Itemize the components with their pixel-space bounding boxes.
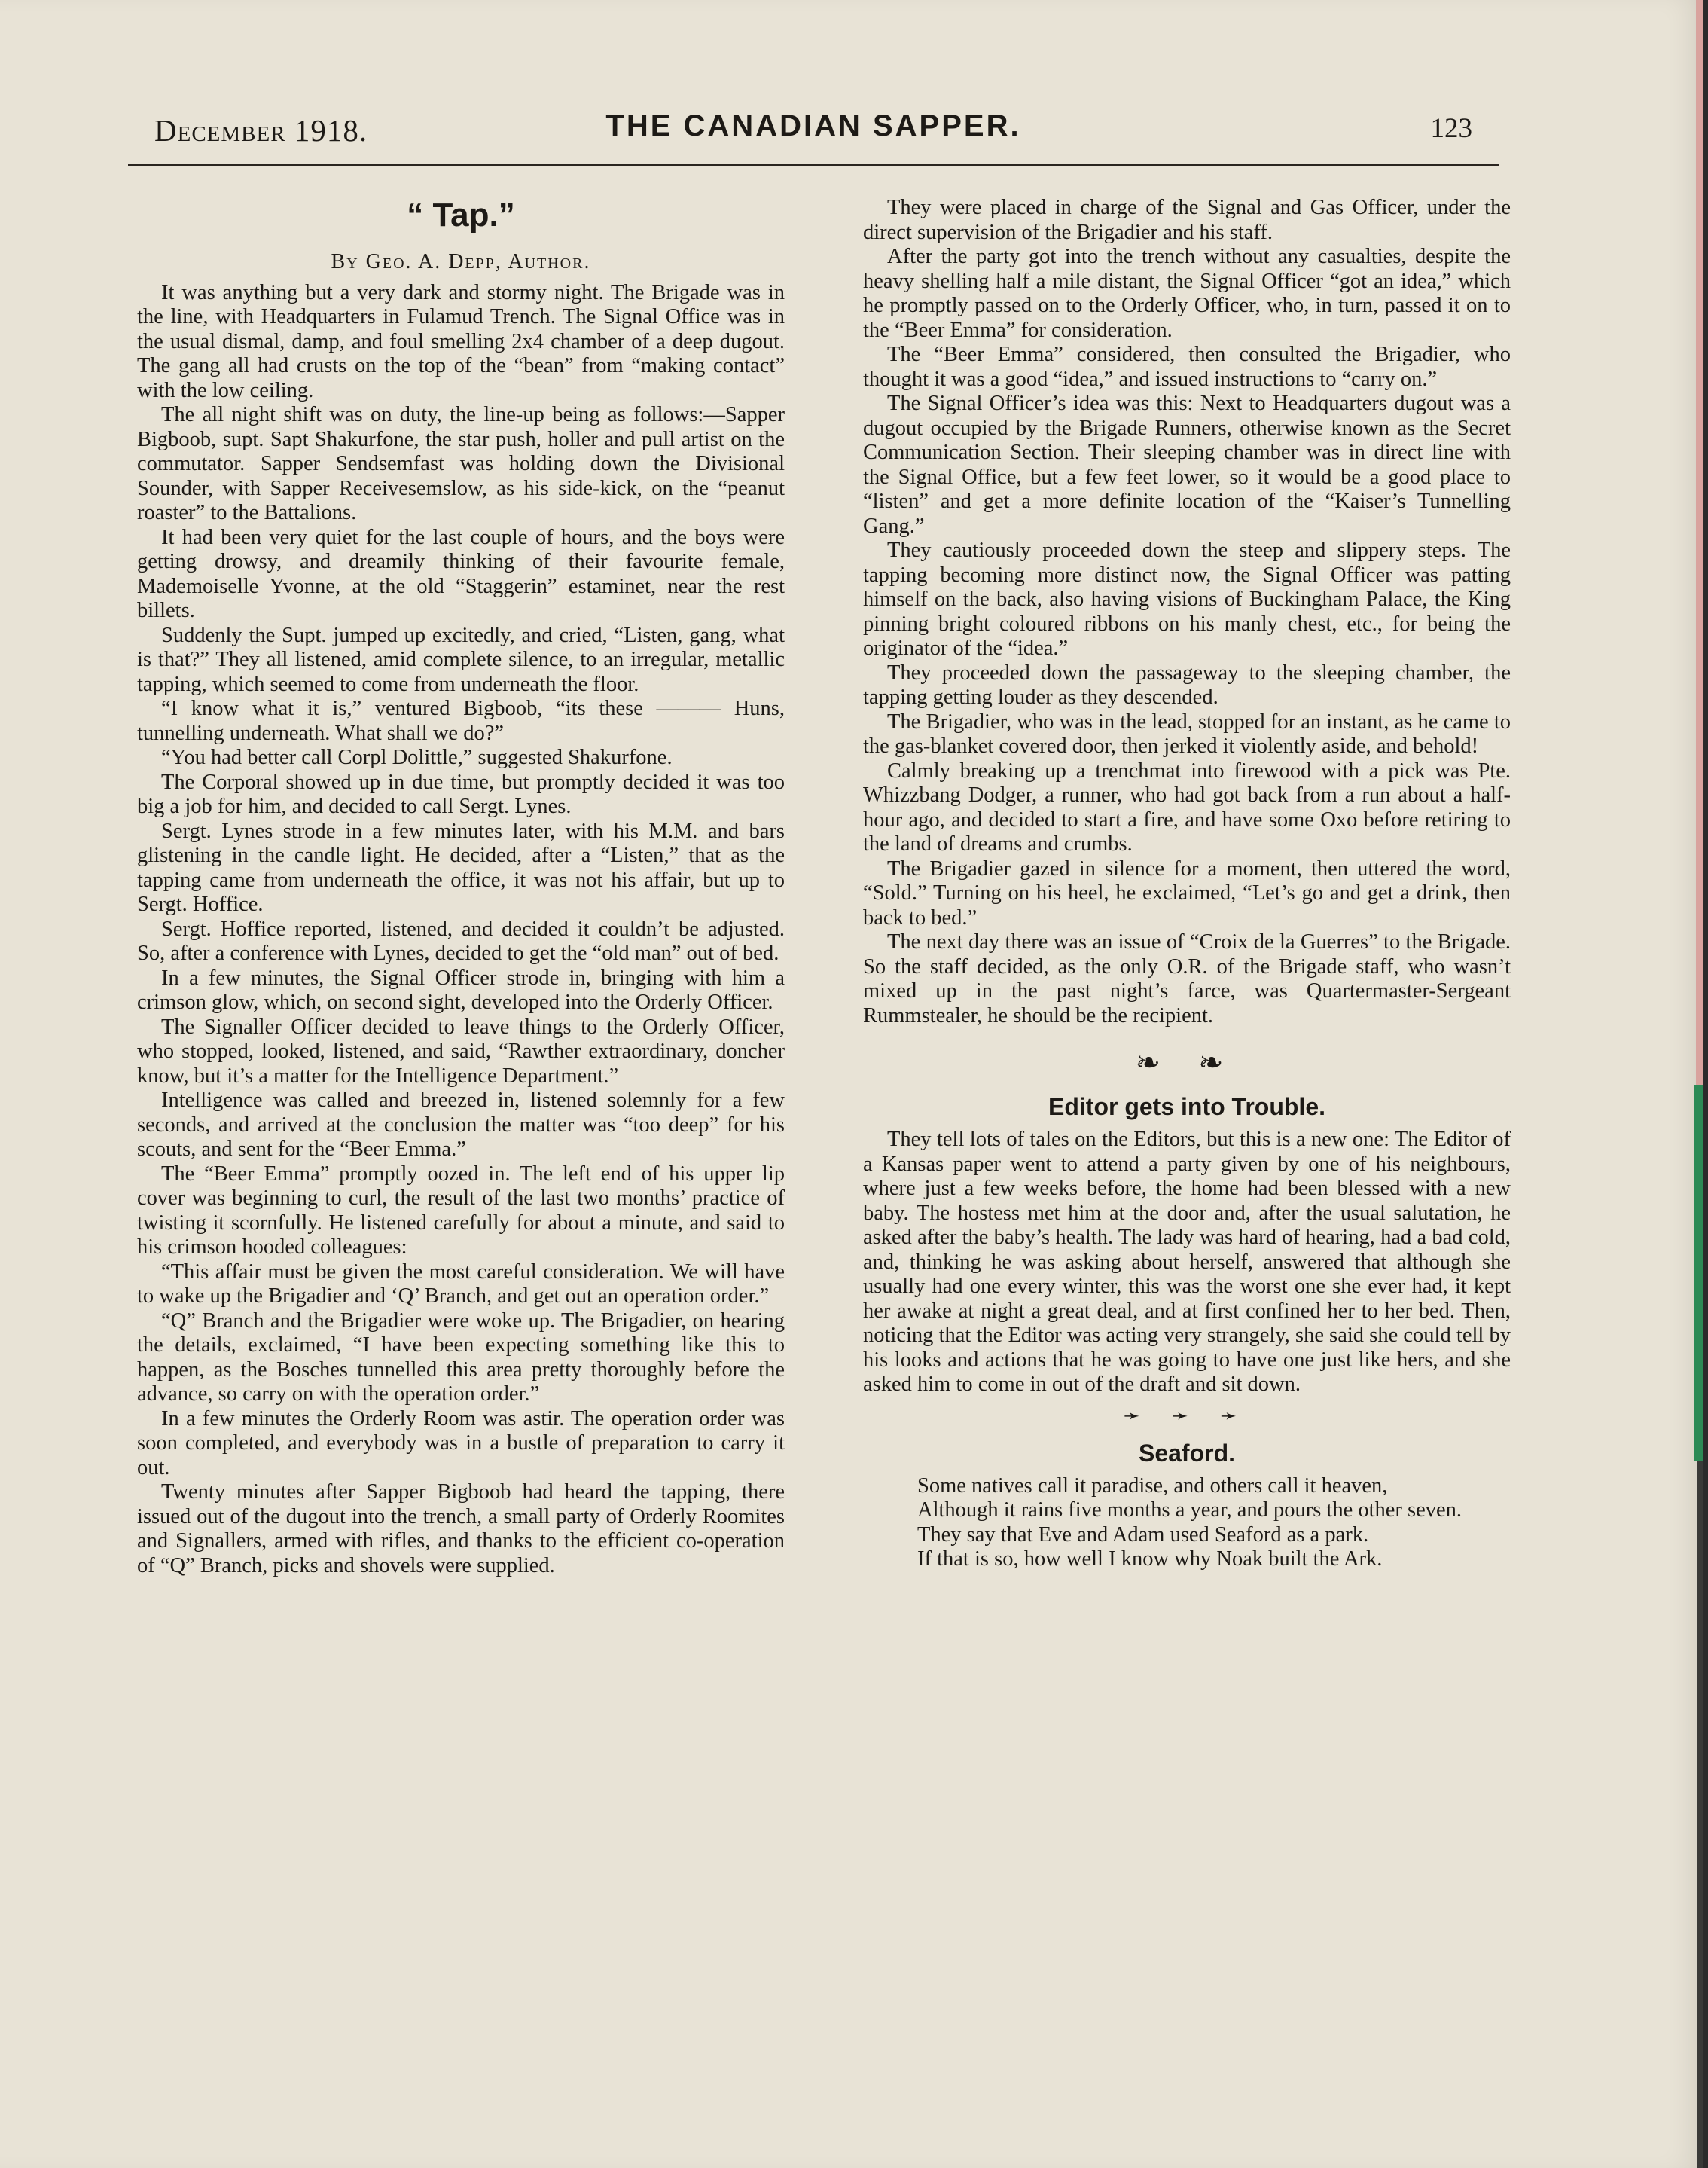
page-edge-red [1696, 0, 1703, 1085]
paragraph: The Signal Officer’s idea was this: Next to Headquarters dugout was a dugout occupied by the Brigade Runners, otherwise known as the Secret Communication Section. Their sleeping chamber was in direct line with the Signal Office, but a few feet lower, so it would be a good place to “listen” and get a more definite location of the “Kaiser’s Tunnelling Gang.” [863, 392, 1511, 538]
paragraph: They were placed in charge of the Signal and Gas Officer, under the direct supervision of the Brigadier and his staff. [863, 196, 1511, 244]
paragraph: “Q” Branch and the Brigadier were woke up. The Brigadier, on hearing the details, exclaimed, “I have been expecting something like this to happen, as the Bosches tunnelled this area pretty thoroughly before the advance, so carry on with the operation order.” [137, 1308, 785, 1406]
right-column [863, 196, 1511, 1572]
paragraph: The “Beer Emma” considered, then consulted the Brigadier, who thought it was a good “idea,” and issued instructions to “carry on.” [863, 343, 1511, 391]
paragraph: Twenty minutes after Sapper Bigboob had heard the tapping, there issued out of the dugout into the trench, a small party of Orderly Roomites and Signallers, armed with rifles, and thanks to the efficient co-operation of “Q” Branch, picks and shovels were supplied. [137, 1480, 785, 1577]
paragraph: They cautiously proceeded down the steep and slippery steps. The tapping becoming more distinct now, the Signal Officer was patting himself on the back, also having visions of Buckingham Palace, the King pinning bright coloured ribbons on his manly chest, etc., for being the originator of the “idea.” [863, 539, 1511, 660]
paragraph: In a few minutes the Orderly Room was astir. The operation order was soon completed, and everybody was in a bustle of preparation to carry it out. [137, 1406, 785, 1479]
leaf-ornament: ❧ ❧ [1135, 1046, 1239, 1079]
paragraph: Suddenly the Supt. jumped up excitedly, and cried, “Listen, gang, what is that?” They all listened, amid complete silence, to an irregular, metallic tapping, which seemed to come from underneath the floor. [137, 623, 785, 696]
paragraph: The all night shift was on duty, the line-up being as follows:—Sapper Bigboob, supt. Sapt Shakurfone, the star push, holler and pull artist on the commutator. Sapper Sendsemfast was holding down the Divisional Sounder, with Sapper Receivesemslow, as his side-kick, on the “peanut roaster” to the Battalions. [137, 403, 785, 524]
paragraph: It had been very quiet for the last couple of hours, and the boys were getting drowsy, and dreamily thinking of their favourite female, Mademoiselle Yvonne, at the old “Staggerin” estaminet, near the rest billets. [137, 525, 785, 622]
paragraph: Sergt. Lynes strode in a few minutes later, with his M.M. and bars glistening in the candle light. He decided, after a “Listen,” that as the tapping came from underneath the office, it was not his affair, but up to Sergt. Hoffice. [137, 819, 785, 916]
paragraph: “I know what it is,” ventured Bigboob, “its these ——— Huns, tunnelling underneath. What shall we do?” [137, 697, 785, 745]
running-header [154, 109, 1472, 154]
verse-line: Although it rains five months a year, and pours the other seven. [917, 1498, 1462, 1522]
verse-line: They say that Eve and Adam used Seaford as a park. [917, 1522, 1369, 1547]
page-edge-shadow [1697, 1461, 1703, 2168]
arrow-ornament: ➛ ➛ ➛ [1123, 1404, 1251, 1427]
paragraph: The “Beer Emma” promptly oozed in. The left end of his upper lip cover was beginning to curl, the result of the last two months’ practice of twisting it scornfully. He listened carefully for about a minute, and said to his crimson hooded colleagues: [137, 1162, 785, 1259]
page-number: 123 [1430, 113, 1472, 144]
paragraph: “You had better call Corpl Dolittle,” suggested Shakurfone. [161, 746, 673, 769]
verse-line: Some natives call it paradise, and others call it heaven, [917, 1473, 1388, 1498]
paragraph: Sergt. Hoffice reported, listened, and decided it couldn’t be adjusted. So, after a conference with Lynes, decided to get the “old man” out of bed. [137, 917, 785, 965]
article-title-tap: “ Tap.” [407, 197, 515, 234]
page-edge-green-tab [1694, 1085, 1703, 1461]
paragraph: After the party got into the trench without any casualties, despite the heavy shelling half a mile distant, the Signal Officer “got an idea,” which he promptly passed on to the Orderly Officer, who, in turn, passed it on to the “Beer Emma” for consideration. [863, 245, 1511, 342]
paragraph: “This affair must be given the most careful consideration. We will have to wake up the Brigadier and ‘Q’ Branch, and get out an operation order.” [137, 1260, 785, 1308]
paragraph: The Brigadier gazed in silence for a moment, then uttered the word, “Sold.” Turning on his heel, he exclaimed, “Let’s go and get a drink, then back to bed.” [863, 857, 1511, 930]
paragraph: The Brigadier, who was in the lead, stopped for an instant, as he came to the gas-blanket covered door, then jerked it violently aside, and behold! [863, 710, 1511, 758]
paragraph: Calmly breaking up a trenchmat into firewood with a pick was Pte. Whizzbang Dodger, a runner, who had got back from a run about a half-hour ago, and decided to start a fire, and have some Oxo before retiring to the land of dreams and crumbs. [863, 759, 1511, 856]
paragraph: They tell lots of tales on the Editors, but this is a new one: The Editor of a Kansas paper went to attend a party given by one of his neighbours, where just a few weeks before, the home had been blessed with a new baby. The hostess met him at the door and, after the usual salutation, he asked after the baby’s health. The lady was hard of hearing, had a bad cold, and, thinking he was asking about herself, answered that although she usually had one every winter, this was the worst one she ever had, it kept her awake at night a great deal, and at first confined her to her bed. Then, noticing that the Editor was acting very strangely, she said she could tell by his looks and actions that he was going to have one just like hers, and she asked him to come in out of the draft and sit down. [863, 1128, 1511, 1396]
paragraph: The next day there was an issue of “Croix de la Guerres” to the Brigade. So the staff decided, as the only O.R. of the Brigade staff, who wasn’t mixed up in the past night’s farce, was Quartermaster-Sergeant Rummstealer, he should be the recipient. [863, 930, 1511, 1028]
verse-line: If that is so, how well I know why Noak built the Ark. [917, 1547, 1383, 1571]
publication-title: THE CANADIAN SAPPER. [605, 109, 1021, 142]
paragraph: It was anything but a very dark and stormy night. The Brigade was in the line, with Headquarters in Fulamud Trench. The Signal Office was in the usual dismal, damp, and foul smelling 2x4 chamber of a deep dugout. The gang all had crusts on the top of the “bean” from “making contact” with the low ceiling. [137, 280, 785, 402]
article-byline: By Geo. A. Depp, Author. [331, 250, 591, 273]
paragraph: Intelligence was called and breezed in, listened solemnly for a few seconds, and arrived at the conclusion the matter was “too deep” for his scouts, and sent for the “Beer Emma.” [137, 1089, 785, 1161]
paragraph: They proceeded down the passageway to the sleeping chamber, the tapping getting louder as they descended. [863, 661, 1511, 709]
article-title-seaford: Seaford. [1138, 1439, 1236, 1467]
article-title-editor: Editor gets into Trouble. [1048, 1093, 1325, 1120]
header-rule [128, 164, 1499, 166]
paragraph: The Corporal showed up in due time, but promptly decided it was too big a job for him, and decided to call Sergt. Lynes. [137, 770, 785, 818]
paragraph: In a few minutes, the Signal Officer strode in, bringing with him a crimson glow, which, on second sight, developed into the Orderly Officer. [137, 966, 785, 1014]
paragraph: The Signaller Officer decided to leave things to the Orderly Officer, who stopped, looked, listened, and said, “Rawther extraordinary, doncher know, but it’s a matter for the Intelligence Department.” [137, 1015, 785, 1088]
left-column [137, 196, 785, 1578]
header-date: December 1918. [154, 113, 368, 148]
